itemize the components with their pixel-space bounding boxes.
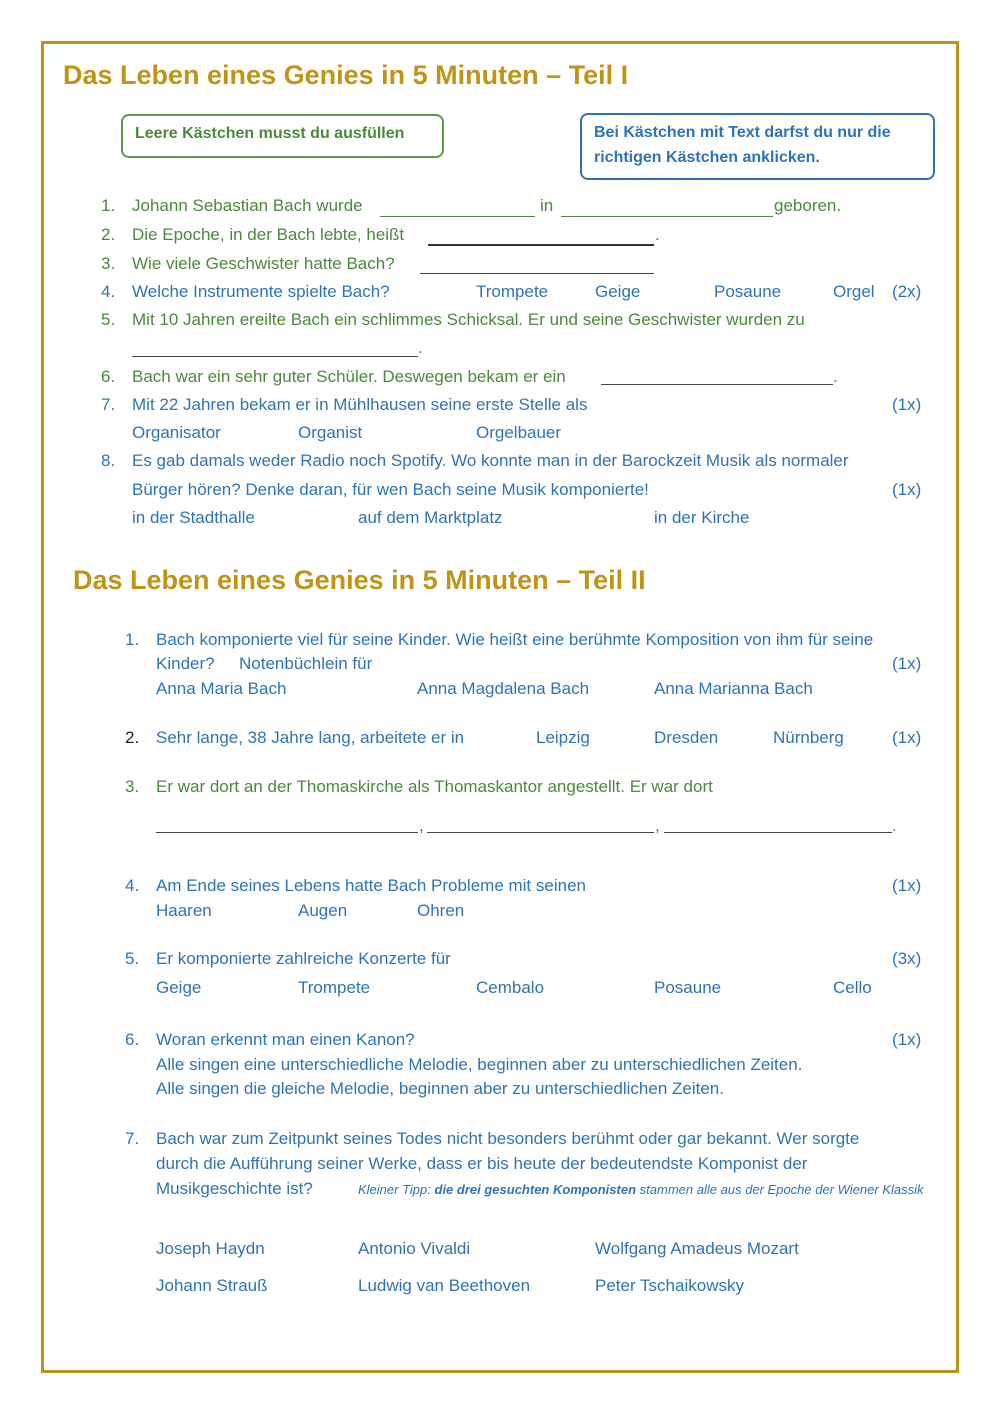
q3-text: Wie viele Geschwister hatte Bach?	[132, 254, 395, 273]
p2-q2-number: 2.	[125, 728, 140, 747]
part2-title: Das Leben eines Genies in 5 Minuten – Teil II	[73, 565, 646, 595]
p2-q1-option-anna-marianna[interactable]: Anna Marianna Bach	[654, 679, 813, 698]
p2-q1-option-anna-magdalena[interactable]: Anna Magdalena Bach	[417, 679, 590, 698]
q1-number: 1.	[101, 196, 116, 215]
p2-q3-number: 3.	[125, 777, 140, 796]
p2-q5-option-trompete[interactable]: Trompete	[298, 978, 371, 997]
legend-empty-box	[121, 114, 444, 158]
p2-q3-field-3[interactable]	[664, 832, 892, 833]
p2-q7-option-beethoven[interactable]: Ludwig van Beethoven	[358, 1276, 531, 1295]
p2-q1-option-anna-maria[interactable]: Anna Maria Bach	[156, 679, 287, 698]
p2-q2-option-leipzig[interactable]: Leipzig	[536, 728, 590, 747]
p2-q3-sep1: ,	[419, 816, 424, 835]
p2-q7-number: 7.	[125, 1129, 140, 1148]
p2-q2-option-dresden[interactable]: Dresden	[654, 728, 719, 747]
p2-q4-text: Am Ende seines Lebens hatte Bach Probleme mit seinen	[156, 876, 586, 895]
p2-q5-count: (3x)	[892, 949, 922, 968]
p2-q4-option-haaren[interactable]: Haaren	[156, 901, 212, 920]
p2-q4-option-augen[interactable]: Augen	[298, 901, 348, 920]
p2-q6-number: 6.	[125, 1030, 140, 1049]
p2-q5-option-cembalo[interactable]: Cembalo	[476, 978, 545, 997]
p2-q7-option-vivaldi[interactable]: Antonio Vivaldi	[358, 1239, 471, 1258]
q8-option-marktplatz[interactable]: auf dem Marktplatz	[358, 508, 503, 527]
legend-empty-label: Leere Kästchen musst du ausfüllen	[135, 125, 405, 142]
p2-q2-count: (1x)	[892, 728, 922, 747]
p2-q4-count: (1x)	[892, 876, 922, 895]
p2-q5-option-geige[interactable]: Geige	[156, 978, 202, 997]
p2-q3-field-1[interactable]	[156, 832, 418, 833]
q4-count: (2x)	[892, 282, 922, 301]
q5-fate-field[interactable]	[132, 356, 418, 357]
q3-siblings-field[interactable]	[420, 273, 654, 274]
p2-q4-number: 4.	[125, 876, 140, 895]
q8-number: 8.	[101, 451, 116, 470]
legend-text-label: Bei Kästchen mit Text darfst du nur die richtigen Kästchen anklicken.	[594, 124, 891, 166]
p2-q1-hint: Notenbüchlein für	[239, 654, 373, 673]
p2-q7-option-strauss[interactable]: Johann Strauß	[156, 1276, 268, 1295]
q2-number: 2.	[101, 225, 116, 244]
q3-number: 3.	[101, 254, 116, 273]
q1-text: Johann Sebastian Bach wurde	[132, 196, 363, 215]
p2-q6-count: (1x)	[892, 1030, 922, 1049]
q5-number: 5.	[101, 310, 116, 329]
p2-q5-text: Er komponierte zahlreiche Konzerte für	[156, 949, 451, 968]
q8-option-kirche[interactable]: in der Kirche	[654, 508, 750, 527]
q1-in-text: in	[540, 196, 554, 215]
p2-q7-option-tschaikowsky[interactable]: Peter Tschaikowsky	[595, 1276, 744, 1295]
q1-birthdate-field[interactable]	[380, 216, 535, 217]
q7-option-organist[interactable]: Organist	[298, 423, 363, 442]
p2-q7-text-line2: durch die Aufführung seiner Werke, dass er bis heute der bedeutendste Komponist der	[156, 1154, 808, 1173]
q8-text-line1: Es gab damals weder Radio noch Spotify. Wo konnte man in der Barockzeit Musik als normaler	[132, 451, 849, 470]
q8-text-line2: Bürger hören? Denke daran, für wen Bach seine Musik komponierte!	[132, 480, 649, 499]
q6-end: .	[833, 367, 838, 386]
q4-option-posaune[interactable]: Posaune	[714, 282, 782, 301]
q4-text: Welche Instrumente spielte Bach?	[132, 282, 390, 301]
q8-option-stadthalle[interactable]: in der Stadthalle	[132, 508, 255, 527]
q2-epoch-field[interactable]	[428, 244, 654, 246]
p2-q7-tip-prefix: Kleiner Tipp:	[358, 1182, 431, 1197]
q6-award-field[interactable]	[601, 384, 833, 385]
q7-option-organisator[interactable]: Organisator	[132, 423, 221, 442]
q5-text: Mit 10 Jahren ereilte Bach ein schlimmes Schicksal. Er und seine Geschwister wurden zu	[132, 310, 805, 329]
q1-birthplace-field[interactable]	[561, 216, 773, 217]
p2-q6-option-same-melody[interactable]: Alle singen die gleiche Melodie, beginnen aber zu unterschiedlichen Zeiten.	[156, 1079, 724, 1098]
p2-q7-text-line1: Bach war zum Zeitpunkt seines Todes nicht besonders berühmt oder gar bekannt. Wer sorgte	[156, 1129, 860, 1148]
p2-q6-text: Woran erkennt man einen Kanon?	[156, 1030, 415, 1049]
q7-number: 7.	[101, 395, 116, 414]
p2-q7-text-line3: Musikgeschichte ist?	[156, 1179, 313, 1198]
q6-text: Bach war ein sehr guter Schüler. Deswegen bekam er ein	[132, 367, 566, 386]
p2-q6-option-different-melody[interactable]: Alle singen eine unterschiedliche Melodie, beginnen aber zu unterschiedlichen Zeiten.	[156, 1055, 803, 1074]
q7-text: Mit 22 Jahren bekam er in Mühlhausen seine erste Stelle als	[132, 395, 588, 414]
p2-q2-text: Sehr lange, 38 Jahre lang, arbeitete er in	[156, 728, 465, 747]
p2-q7-tip-suffix: stammen alle aus der Epoche der Wiener Klassik	[639, 1182, 924, 1197]
p2-q7-tip	[358, 1182, 924, 1197]
p2-q3-field-2[interactable]	[427, 832, 654, 833]
q6-number: 6.	[101, 367, 116, 386]
legend-text-box	[580, 113, 935, 180]
p2-q5-option-cello[interactable]: Cello	[833, 978, 872, 997]
p2-q1-text-line2: Kinder?	[156, 654, 215, 673]
p2-q5-option-posaune[interactable]: Posaune	[654, 978, 722, 997]
p2-q3-end: .	[892, 816, 897, 835]
q4-option-orgel[interactable]: Orgel	[833, 282, 875, 301]
q4-number: 4.	[101, 282, 116, 301]
p2-q5-number: 5.	[125, 949, 140, 968]
q1-end-text: geboren.	[774, 196, 842, 215]
q8-count: (1x)	[892, 480, 922, 499]
part1-title: Das Leben eines Genies in 5 Minuten – Teil I	[63, 60, 629, 90]
p2-q3-sep2: ,	[655, 816, 660, 835]
p2-q7-tip-bold: die drei gesuchten Komponisten	[434, 1182, 637, 1197]
p2-q3-text: Er war dort an der Thomaskirche als Thomaskantor angestellt. Er war dort	[156, 777, 713, 796]
q4-option-geige[interactable]: Geige	[595, 282, 641, 301]
p2-q7-option-mozart[interactable]: Wolfgang Amadeus Mozart	[595, 1239, 799, 1258]
q5-end: .	[418, 338, 423, 357]
p2-q1-number: 1.	[125, 630, 140, 649]
p2-q4-option-ohren[interactable]: Ohren	[417, 901, 465, 920]
q2-end: .	[655, 225, 660, 244]
q4-option-trompete[interactable]: Trompete	[476, 282, 549, 301]
q2-text: Die Epoche, in der Bach lebte, heißt	[132, 225, 405, 244]
q7-count: (1x)	[892, 395, 922, 414]
p2-q2-option-nuernberg[interactable]: Nürnberg	[773, 728, 844, 747]
p2-q1-count: (1x)	[892, 654, 922, 673]
q7-option-orgelbauer[interactable]: Orgelbauer	[476, 423, 562, 442]
p2-q1-text-line1: Bach komponierte viel für seine Kinder. Wie heißt eine berühmte Komposition von ihm für seine	[156, 630, 874, 649]
p2-q7-option-haydn[interactable]: Joseph Haydn	[156, 1239, 265, 1258]
